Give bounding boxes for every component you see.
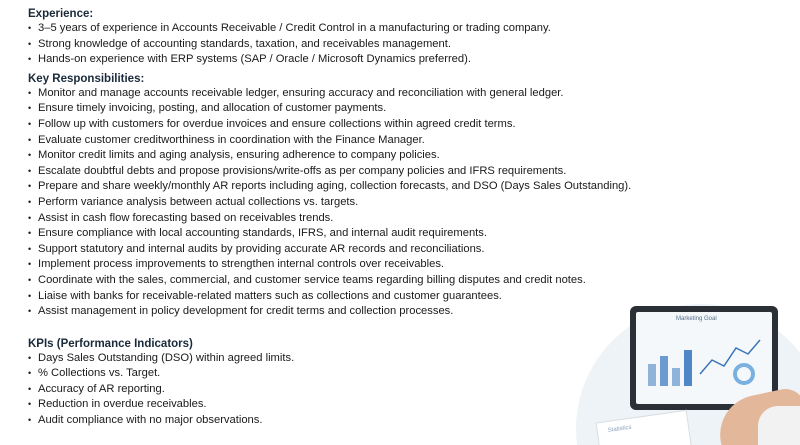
list-item: • Assist in cash flow forecasting based on receivables trends. <box>28 211 728 227</box>
list-item: • Support statutory and internal audits by providing accurate AR records and reconciliations. <box>28 242 728 258</box>
list-item: • Assist management in policy development for credit terms and collection processes. <box>28 304 728 320</box>
list-item: • Audit compliance with no major observations. <box>28 413 728 429</box>
list-item: • Monitor and manage accounts receivable ledger, ensuring accuracy and reconciliation with general ledger. <box>28 86 728 102</box>
list-item: • Evaluate customer creditworthiness in coordination with the Finance Manager. <box>28 133 728 149</box>
laptop-illustration <box>568 296 800 445</box>
list-item: • Reduction in overdue receivables. <box>28 397 728 413</box>
responsibilities-section <box>28 72 728 320</box>
chart-bar <box>648 364 656 386</box>
list-item: • Perform variance analysis between actual collections vs. targets. <box>28 195 728 211</box>
chart-bar <box>660 356 668 386</box>
list-item: • Accuracy of AR reporting. <box>28 382 728 398</box>
chart-bar <box>672 368 680 386</box>
list-item: • Monitor credit limits and aging analysis, ensuring adherence to company policies. <box>28 148 728 164</box>
dashboard-chart-icon <box>644 330 764 390</box>
chart-donut <box>735 365 753 383</box>
list-item: • Prepare and share weekly/monthly AR reports including aging, collection forecasts, and DSO (Days Sales Outstanding). <box>28 179 728 195</box>
laptop-screen <box>636 312 772 404</box>
kpis-heading: KPIs (Performance Indicators) <box>28 337 193 350</box>
screen-title: Marketing Goal <box>676 316 717 322</box>
list-item: • Days Sales Outstanding (DSO) within agreed limits. <box>28 351 728 367</box>
sleeve-icon <box>758 406 800 445</box>
experience-heading: Experience: <box>28 8 94 20</box>
responsibilities-heading: Key Responsibilities: <box>28 72 145 85</box>
chart-bar <box>684 350 692 386</box>
list-item: • 3–5 years of experience in Accounts Receivable / Credit Control in a manufacturing or trading company. <box>28 21 728 37</box>
list-item: • Escalate doubtful debts and propose provisions/write-offs as per company policies and IFRS requirements. <box>28 164 728 180</box>
responsibilities-list <box>28 86 728 320</box>
experience-list <box>28 21 728 68</box>
experience-section <box>28 7 728 68</box>
list-item: • Ensure timely invoicing, posting, and allocation of customer payments. <box>28 101 728 117</box>
list-item: • Implement process improvements to strengthen internal controls over receivables. <box>28 257 728 273</box>
list-item: • % Collections vs. Target. <box>28 366 728 382</box>
list-item: • Hands-on experience with ERP systems (SAP / Oracle / Microsoft Dynamics preferred). <box>28 52 728 68</box>
list-item: • Coordinate with the sales, commercial, and customer service teams regarding billing disputes and credit notes. <box>28 273 728 289</box>
paper-text: Statistics <box>607 424 633 434</box>
list-item: • Ensure compliance with local accounting standards, IFRS, and internal audit requirements. <box>28 226 728 242</box>
list-item: • Strong knowledge of accounting standards, taxation, and receivables management. <box>28 37 728 53</box>
list-item: • Liaise with banks for receivable-related matters such as collections and customer guarantees. <box>28 289 728 305</box>
list-item: • Follow up with customers for overdue invoices and ensure collections within agreed credit terms. <box>28 117 728 133</box>
